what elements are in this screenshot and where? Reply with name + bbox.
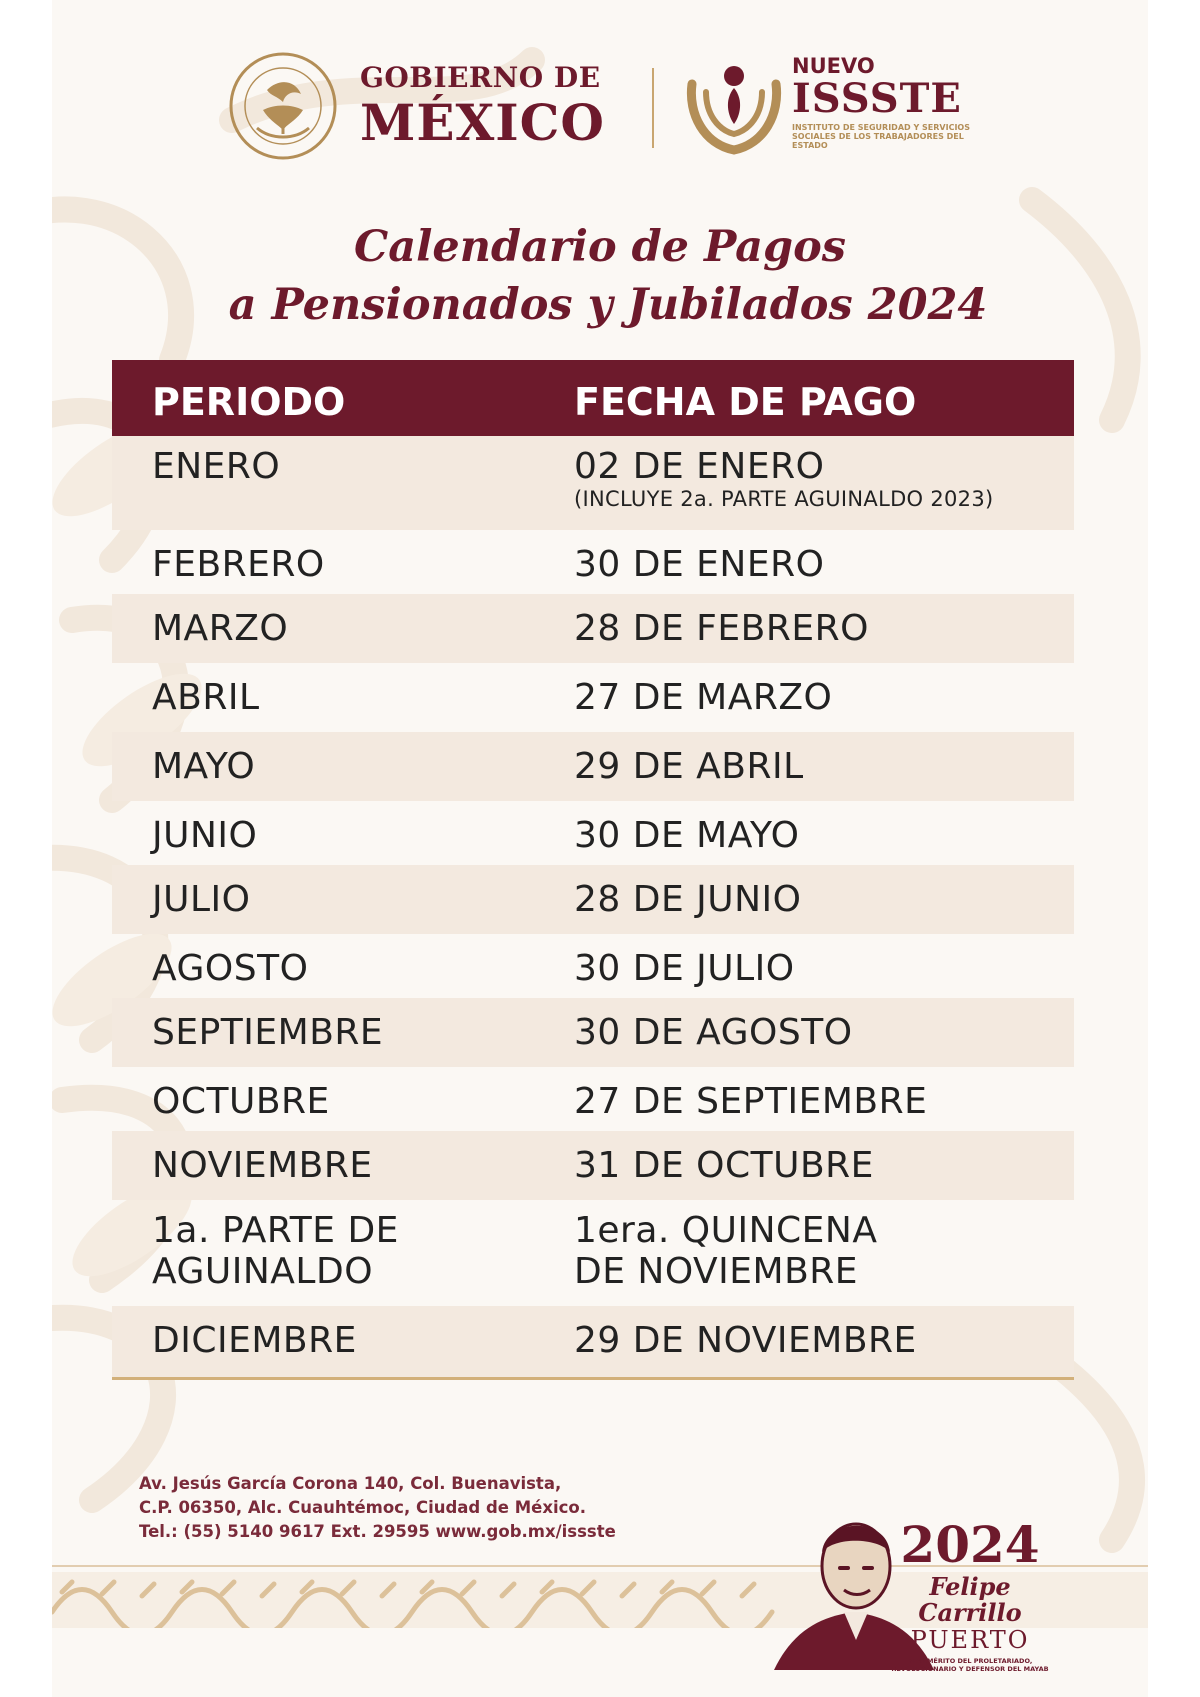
cell-fecha-de-pago xyxy=(574,1210,877,1293)
periodo-line: 1a. PARTE DE xyxy=(152,1210,399,1251)
cell-fecha-de-pago xyxy=(574,879,802,920)
table-row xyxy=(112,436,1074,530)
cell-fecha-de-pago xyxy=(574,746,804,787)
periodo-line: JULIO xyxy=(152,879,251,920)
table-row xyxy=(112,663,1074,732)
header xyxy=(52,40,1148,170)
table-bottom-rule xyxy=(112,1377,1074,1380)
fecha-line: 28 DE JUNIO xyxy=(574,879,802,920)
cell-periodo xyxy=(152,948,308,989)
table-row xyxy=(112,1306,1074,1377)
gobierno-line1: GOBIERNO DE xyxy=(360,61,601,94)
table-row xyxy=(112,998,1074,1067)
periodo-line: SEPTIEMBRE xyxy=(152,1012,384,1053)
cell-fecha-de-pago xyxy=(574,446,993,512)
table-row xyxy=(112,934,1074,998)
fecha-line: DE NOVIEMBRE xyxy=(574,1251,859,1293)
fecha-line: 27 DE SEPTIEMBRE xyxy=(574,1081,928,1122)
address-line1: Av. Jesús García Corona 140, Col. Buenavista, xyxy=(139,1474,562,1493)
table-row xyxy=(112,801,1074,865)
fecha-line: 02 DE ENERO xyxy=(574,446,825,487)
cell-fecha-de-pago xyxy=(574,1145,874,1186)
cell-periodo xyxy=(152,815,257,856)
header-periodo: PERIODO xyxy=(152,380,346,424)
periodo-line: MARZO xyxy=(152,608,289,649)
escudo-nacional-icon xyxy=(227,50,339,162)
cell-periodo xyxy=(152,544,325,585)
fecha-line: 1era. QUINCENA xyxy=(574,1210,878,1251)
table-row xyxy=(112,594,1074,663)
fecha-note: (INCLUYE 2a. PARTE AGUINALDO 2023) xyxy=(574,487,994,512)
cell-periodo xyxy=(152,1081,330,1122)
page-title xyxy=(52,218,1148,334)
document-page xyxy=(52,0,1148,1697)
address-block xyxy=(139,1472,616,1544)
periodo-line: AGUINALDO xyxy=(152,1251,374,1293)
cell-fecha-de-pago xyxy=(574,1081,927,1122)
periodo-line: MAYO xyxy=(152,746,256,787)
payment-calendar-table xyxy=(112,360,1074,1380)
table-row xyxy=(112,1200,1074,1306)
periodo-line: DICIEMBRE xyxy=(152,1320,357,1361)
felipe-carrillo-label: Felipe Carrillo xyxy=(918,1572,1022,1628)
cell-periodo xyxy=(152,1320,357,1361)
fecha-line: 29 DE NOVIEMBRE xyxy=(574,1320,917,1361)
benemerito-label: BENEMÉRITO DEL PROLETARIADO, REVOLUCIONARIO Y DEFENSOR DEL MAYAB xyxy=(891,1657,1049,1674)
cell-periodo xyxy=(152,1210,399,1293)
puerto-label: PUERTO xyxy=(910,1625,1030,1654)
table-header xyxy=(112,360,1074,436)
issste-label: ISSSTE xyxy=(792,75,962,122)
cell-periodo xyxy=(152,608,288,649)
fecha-line: 30 DE ENERO xyxy=(574,544,825,585)
periodo-line: JUNIO xyxy=(152,815,258,856)
nuevo-label: NUEVO xyxy=(792,54,875,78)
fecha-line: 30 DE AGOSTO xyxy=(574,1012,853,1053)
cell-fecha-de-pago xyxy=(574,544,824,585)
periodo-line: ENERO xyxy=(152,446,281,487)
fecha-line: 28 DE FEBRERO xyxy=(574,608,869,649)
cell-periodo xyxy=(152,446,280,487)
title-line1: Calendario de Pagos xyxy=(353,222,846,272)
header-fecha-de-pago: FECHA DE PAGO xyxy=(574,380,917,424)
cell-periodo xyxy=(152,677,260,718)
fecha-line: 27 DE MARZO xyxy=(574,677,833,718)
year-2024-logo xyxy=(880,1515,1060,1674)
address-line3: Tel.: (55) 5140 9617 Ext. 29595 www.gob.mx/issste xyxy=(139,1522,616,1541)
cell-periodo xyxy=(152,746,255,787)
periodo-line: FEBRERO xyxy=(152,544,325,585)
table-body xyxy=(112,436,1074,1377)
gobierno-line2: MÉXICO xyxy=(360,93,605,152)
table-row xyxy=(112,530,1074,594)
title-line2: a Pensionados y Jubilados 2024 xyxy=(228,280,988,330)
issste-hands-icon xyxy=(684,54,784,158)
cell-fecha-de-pago xyxy=(574,1320,917,1361)
cell-fecha-de-pago xyxy=(574,677,832,718)
cell-fecha-de-pago xyxy=(574,1012,853,1053)
cell-fecha-de-pago xyxy=(574,608,869,649)
issste-logo-text xyxy=(792,56,972,151)
fecha-line: 31 DE OCTUBRE xyxy=(574,1145,874,1186)
periodo-line: ABRIL xyxy=(152,677,260,718)
cell-periodo xyxy=(152,1145,373,1186)
header-divider xyxy=(652,68,654,148)
cell-fecha-de-pago xyxy=(574,815,799,856)
table-row xyxy=(112,1131,1074,1200)
year-label: 2024 xyxy=(900,1515,1040,1574)
periodo-line: NOVIEMBRE xyxy=(152,1145,373,1186)
fecha-line: 29 DE ABRIL xyxy=(574,746,804,787)
table-row xyxy=(112,865,1074,934)
fecha-line: 30 DE MAYO xyxy=(574,815,800,856)
table-row xyxy=(112,1067,1074,1131)
cell-periodo xyxy=(152,1012,383,1053)
fecha-line: 30 DE JULIO xyxy=(574,948,795,989)
address-line2: C.P. 06350, Alc. Cuauhtémoc, Ciudad de México. xyxy=(139,1498,587,1517)
cell-fecha-de-pago xyxy=(574,948,795,989)
cell-periodo xyxy=(152,879,250,920)
gobierno-de-mexico-logo xyxy=(360,61,620,152)
periodo-line: AGOSTO xyxy=(152,948,309,989)
periodo-line: OCTUBRE xyxy=(152,1081,330,1122)
table-row xyxy=(112,732,1074,801)
issste-subtitle: INSTITUTO DE SEGURIDAD Y SERVICIOS SOCIALES DE LOS TRABAJADORES DEL ESTADO xyxy=(792,123,970,151)
